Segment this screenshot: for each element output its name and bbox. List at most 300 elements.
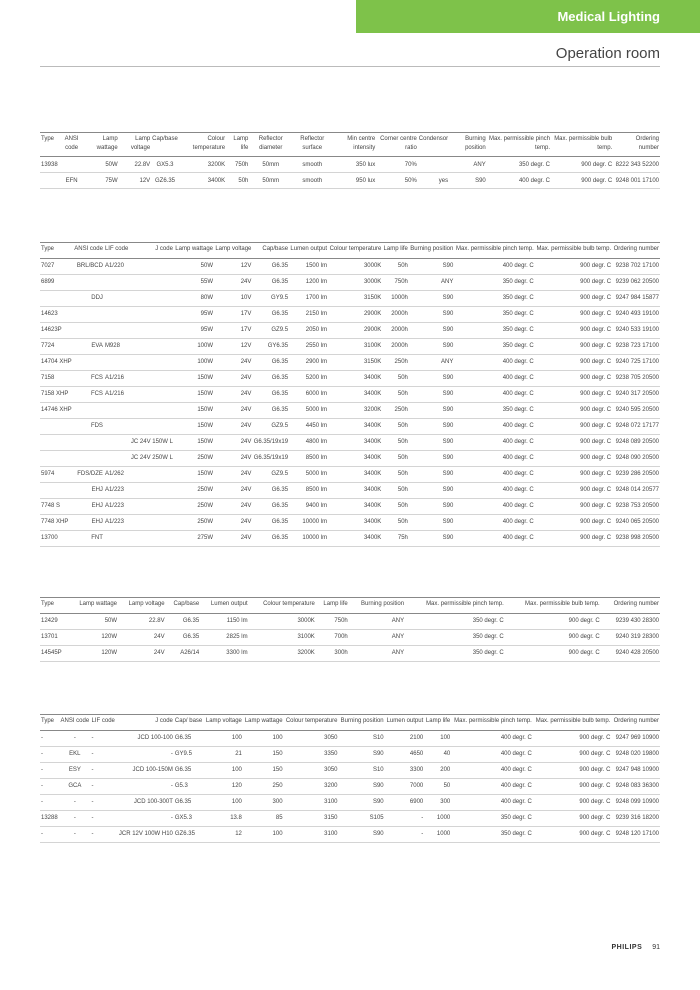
- table-cell: 900 degr. C: [535, 498, 612, 514]
- column-header: Lamp voltage: [204, 715, 243, 731]
- table-cell: 7724: [40, 338, 73, 354]
- table-cell: S90: [409, 450, 454, 466]
- table-cell: 150W: [174, 386, 214, 402]
- table-cell: 3150: [284, 810, 339, 826]
- table-row: [40, 826, 660, 842]
- table-cell: EHJ: [73, 514, 104, 530]
- table-cell: 24V: [214, 386, 252, 402]
- table-cell: 400 degr. C: [487, 173, 551, 189]
- table-cell: smooth: [292, 173, 332, 189]
- table-cell: 50h: [382, 386, 409, 402]
- table-cell: [73, 322, 104, 338]
- table-cell: 1500 lm: [289, 258, 328, 274]
- table-cell: 9248 072 17177: [612, 418, 660, 434]
- table-cell: ANY: [409, 274, 454, 290]
- table-cell: 400 degr. C: [454, 530, 534, 546]
- column-header: Colour temperature: [179, 133, 226, 157]
- table-cell: G6.35: [174, 794, 204, 810]
- table-cell: G5.3: [174, 778, 204, 794]
- table-cell: 5000 lm: [289, 466, 328, 482]
- table-cell: 13700: [40, 530, 73, 546]
- table-cell: 3000K: [328, 258, 382, 274]
- table-cell: 9240 533 19100: [612, 322, 660, 338]
- column-header: Lamp life: [424, 715, 451, 731]
- table-cell: 100: [204, 730, 243, 746]
- table-cell: 22.8V: [118, 613, 166, 629]
- table-cell: 5000 lm: [289, 402, 328, 418]
- table-cell: [130, 386, 174, 402]
- table-row: [40, 746, 660, 762]
- table-row: [40, 514, 660, 530]
- table-cell: G6.35: [252, 258, 289, 274]
- table-cell: JC 24V 250W L: [130, 450, 174, 466]
- table-cell: 24V: [214, 402, 252, 418]
- table-cell: 14545P: [40, 645, 68, 661]
- table-cell: 9248 099 10900: [611, 794, 660, 810]
- table-cell: 750h: [316, 613, 349, 629]
- table-cell: 900 degr. C: [535, 290, 612, 306]
- table-cell: 50W: [174, 258, 214, 274]
- table-cell: 100: [204, 794, 243, 810]
- column-header: J code: [130, 243, 174, 259]
- table-cell: 250W: [174, 514, 214, 530]
- table-cell: 9400 lm: [289, 498, 328, 514]
- table-cell: S90: [409, 466, 454, 482]
- table-cell: 9248 089 20500: [612, 434, 660, 450]
- table-cell: 300h: [316, 645, 349, 661]
- table-cell: 50h: [382, 514, 409, 530]
- table-row: [40, 645, 660, 661]
- table-cell: S90: [409, 290, 454, 306]
- table-cell: 12429: [40, 613, 68, 629]
- table-row: [40, 810, 660, 826]
- table-cell: 3100: [284, 794, 339, 810]
- table-cell: [130, 354, 174, 370]
- column-header: Burning position: [449, 133, 487, 157]
- page-number: 91: [652, 944, 660, 951]
- section-title: Medical Lighting: [557, 9, 660, 24]
- table-cell: 4650: [385, 746, 425, 762]
- spec-table-3: [40, 597, 660, 662]
- column-header: J code: [117, 715, 174, 731]
- table-cell: ANY: [449, 157, 487, 173]
- brand-logo: PHILIPS: [611, 944, 643, 951]
- table-cell: JCD 100-300T: [117, 794, 174, 810]
- table-cell: 50W: [85, 157, 119, 173]
- table-cell: 2050 lm: [289, 322, 328, 338]
- table-cell: 120W: [68, 629, 118, 645]
- column-header: Max. permissible pinch temp.: [451, 715, 533, 731]
- table-cell: [130, 290, 174, 306]
- table-cell: 24V: [214, 498, 252, 514]
- table-cell: 3300: [385, 762, 425, 778]
- column-header: Max. permissible pinch temp.: [454, 243, 534, 259]
- table-cell: 900 degr. C: [551, 157, 613, 173]
- column-header: Type: [40, 243, 73, 259]
- table-cell: 9248 020 19800: [611, 746, 660, 762]
- table-cell: 7158 XHP: [40, 386, 73, 402]
- column-header: Condensor: [418, 133, 449, 157]
- table-cell: 250W: [174, 498, 214, 514]
- table-cell: 8222 343 52200: [613, 157, 660, 173]
- table-cell: 400 degr. C: [454, 418, 534, 434]
- table-cell: [104, 434, 130, 450]
- table-cell: 900 degr. C: [535, 482, 612, 498]
- table-cell: -: [385, 810, 425, 826]
- table-cell: 900 degr. C: [505, 645, 601, 661]
- table-cell: 150W: [174, 466, 214, 482]
- table-cell: 100: [424, 730, 451, 746]
- table-cell: 700h: [316, 629, 349, 645]
- table-cell: 150W: [174, 370, 214, 386]
- table-cell: 3200K: [328, 402, 382, 418]
- table-cell: 50: [424, 778, 451, 794]
- column-header: Corner centre ratio: [376, 133, 418, 157]
- table-cell: A26/14: [166, 645, 201, 661]
- table-cell: -: [40, 778, 59, 794]
- table-cell: -: [40, 794, 59, 810]
- table-row: [40, 434, 660, 450]
- table-cell: GZ9.5: [252, 322, 289, 338]
- table-cell: EVA: [73, 338, 104, 354]
- table-cell: 350 degr. C: [454, 274, 534, 290]
- table-cell: G6.35: [252, 498, 289, 514]
- table-cell: 24V: [214, 418, 252, 434]
- table-cell: G6.35: [252, 370, 289, 386]
- table-cell: 40: [424, 746, 451, 762]
- table-cell: 9238 998 20500: [612, 530, 660, 546]
- table-cell: 400 degr. C: [454, 450, 534, 466]
- table-cell: GY9.5: [252, 290, 289, 306]
- table-cell: 3150K: [328, 354, 382, 370]
- table-cell: 17V: [214, 306, 252, 322]
- table-cell: 9248 014 20577: [612, 482, 660, 498]
- table-cell: 24V: [214, 370, 252, 386]
- table-cell: 55W: [174, 274, 214, 290]
- column-header: Colour temperature: [284, 715, 339, 731]
- table-row: [40, 418, 660, 434]
- table-cell: 9240 065 20500: [612, 514, 660, 530]
- table-cell: S10: [339, 730, 385, 746]
- table-cell: 900 degr. C: [535, 418, 612, 434]
- table-cell: 10V: [214, 290, 252, 306]
- table-cell: 2900K: [328, 322, 382, 338]
- column-header: Type: [40, 715, 59, 731]
- column-header: Max. permissible bulb temp.: [535, 243, 612, 259]
- table-cell: S90: [409, 402, 454, 418]
- table-cell: 350 degr. C: [451, 826, 533, 842]
- table-cell: 250: [243, 778, 284, 794]
- table-cell: 900 degr. C: [551, 173, 613, 189]
- table-cell: 24V: [214, 434, 252, 450]
- table-cell: 275W: [174, 530, 214, 546]
- table-cell: 900 degr. C: [533, 762, 612, 778]
- table-cell: 9248 090 20500: [612, 450, 660, 466]
- table-cell: -: [40, 826, 59, 842]
- column-header: Lamp voltage: [214, 243, 252, 259]
- table-cell: 13938: [40, 157, 59, 173]
- table-cell: 50%: [376, 173, 418, 189]
- table-cell: G6.35: [252, 402, 289, 418]
- table-cell: FCS: [73, 370, 104, 386]
- table-cell: G6.35: [252, 354, 289, 370]
- column-header: Lamp wattage: [174, 243, 214, 259]
- column-header: Max. permissible pinch temp.: [487, 133, 551, 157]
- table-cell: 2000h: [382, 338, 409, 354]
- column-header: Max. permissible bulb temp.: [533, 715, 612, 731]
- table-cell: 12V: [119, 173, 152, 189]
- table-cell: -: [91, 794, 117, 810]
- table-cell: G6.35: [166, 613, 201, 629]
- table-cell: [73, 402, 104, 418]
- table-cell: ANY: [349, 629, 405, 645]
- table-cell: 400 degr. C: [451, 778, 533, 794]
- table-row: [40, 794, 660, 810]
- table-cell: 6000 lm: [289, 386, 328, 402]
- table-cell: 350 degr. C: [405, 629, 505, 645]
- table-cell: [130, 370, 174, 386]
- column-header: Colour temperature: [328, 243, 382, 259]
- table-cell: 3400K: [328, 498, 382, 514]
- table-cell: S90: [409, 386, 454, 402]
- table-cell: 3400K: [179, 173, 226, 189]
- table-cell: 150W: [174, 402, 214, 418]
- table-cell: -: [385, 826, 425, 842]
- table-cell: GX5.3: [174, 810, 204, 826]
- table-cell: S90: [409, 338, 454, 354]
- column-header: Lamp life: [382, 243, 409, 259]
- table-cell: 900 degr. C: [535, 514, 612, 530]
- table-cell: -: [59, 826, 90, 842]
- table-cell: [130, 274, 174, 290]
- table-cell: 24V: [118, 645, 166, 661]
- table-cell: S90: [409, 530, 454, 546]
- table-cell: 900 degr. C: [533, 746, 612, 762]
- table-cell: 7748 XHP: [40, 514, 73, 530]
- table-cell: 24V: [214, 514, 252, 530]
- table-cell: -: [91, 730, 117, 746]
- table-cell: 150: [243, 746, 284, 762]
- table-cell: 50h: [382, 258, 409, 274]
- table-cell: FDS: [73, 418, 104, 434]
- spec-table-1: [40, 132, 660, 189]
- table-cell: 400 degr. C: [454, 514, 534, 530]
- table-cell: 9239 430 28300: [601, 613, 660, 629]
- table-cell: [130, 322, 174, 338]
- column-header: Ordering number: [612, 243, 660, 259]
- table-cell: [104, 450, 130, 466]
- table-cell: 12: [204, 826, 243, 842]
- table-row: [40, 173, 660, 189]
- table-cell: 24V: [214, 274, 252, 290]
- spec-table-2: [40, 242, 660, 547]
- spec-table-4: [40, 714, 660, 843]
- table-cell: 3100K: [249, 629, 316, 645]
- table-cell: -: [40, 746, 59, 762]
- table-cell: 2000h: [382, 306, 409, 322]
- column-header: LIF code: [104, 243, 130, 259]
- table-cell: 9240 725 17100: [612, 354, 660, 370]
- table-row: [40, 322, 660, 338]
- table-cell: [130, 258, 174, 274]
- table-cell: 900 degr. C: [535, 274, 612, 290]
- table-cell: -: [59, 810, 90, 826]
- table-row: [40, 530, 660, 546]
- table-cell: 350 lux: [332, 157, 376, 173]
- column-header: Lamp wattage: [85, 133, 119, 157]
- table-cell: -: [40, 730, 59, 746]
- table-cell: BRL/BCD: [73, 258, 104, 274]
- table-cell: 900 degr. C: [533, 730, 612, 746]
- table-cell: -: [91, 826, 117, 842]
- table-cell: 9238 705 20500: [612, 370, 660, 386]
- column-header: Type: [40, 133, 59, 157]
- table-cell: 3400K: [328, 514, 382, 530]
- table-cell: 3400K: [328, 434, 382, 450]
- table-cell: 1200 lm: [289, 274, 328, 290]
- table-cell: 2150 lm: [289, 306, 328, 322]
- table-cell: [40, 290, 73, 306]
- table-cell: 95W: [174, 322, 214, 338]
- table-cell: 3400K: [328, 370, 382, 386]
- table-cell: GX5.3: [151, 157, 179, 173]
- table-header-row: [40, 133, 660, 157]
- table-cell: 9238 723 17100: [612, 338, 660, 354]
- table-cell: 24V: [214, 466, 252, 482]
- table-cell: 900 degr. C: [535, 434, 612, 450]
- table-cell: 300: [424, 794, 451, 810]
- table-cell: 12V: [214, 258, 252, 274]
- table-cell: 8500 lm: [289, 450, 328, 466]
- table-cell: 9240 595 20500: [612, 402, 660, 418]
- table-cell: 2825 lm: [200, 629, 248, 645]
- table-cell: 9248 001 17100: [613, 173, 660, 189]
- table-cell: S90: [409, 418, 454, 434]
- table-cell: -: [91, 778, 117, 794]
- table-cell: S105: [339, 810, 385, 826]
- table-cell: [130, 514, 174, 530]
- column-header: Cap/base: [166, 598, 201, 614]
- table-row: [40, 354, 660, 370]
- table-cell: [104, 290, 130, 306]
- table-cell: 900 degr. C: [535, 322, 612, 338]
- table-row: [40, 386, 660, 402]
- table-cell: 50h: [382, 434, 409, 450]
- table-cell: 9239 062 20500: [612, 274, 660, 290]
- table-cell: 350 degr. C: [454, 306, 534, 322]
- table-cell: 9240 317 20500: [612, 386, 660, 402]
- table-cell: 3200K: [179, 157, 226, 173]
- table-cell: -: [40, 762, 59, 778]
- table-cell: DDJ: [73, 290, 104, 306]
- table-cell: 12V: [214, 338, 252, 354]
- table-cell: 3100K: [328, 338, 382, 354]
- table-cell: 9248 120 17100: [611, 826, 660, 842]
- table-cell: [418, 157, 449, 173]
- table-cell: [73, 434, 104, 450]
- table-cell: A1/223: [104, 498, 130, 514]
- table-cell: 2900K: [328, 306, 382, 322]
- table-cell: 900 degr. C: [535, 450, 612, 466]
- table-cell: 400 degr. C: [454, 258, 534, 274]
- table-cell: 3000K: [328, 274, 382, 290]
- table-cell: ANY: [349, 645, 405, 661]
- column-header: Reflector diameter: [249, 133, 292, 157]
- table-cell: A1/262: [104, 466, 130, 482]
- table-cell: 3050: [284, 730, 339, 746]
- column-header: Burning position: [409, 243, 454, 259]
- column-header: Reflector surface: [292, 133, 332, 157]
- table-cell: 50h: [226, 173, 249, 189]
- table-cell: 100: [243, 730, 284, 746]
- table-cell: G6.35: [174, 762, 204, 778]
- table-cell: EFN: [59, 173, 85, 189]
- table-cell: 50h: [382, 466, 409, 482]
- table-cell: 120: [204, 778, 243, 794]
- table-cell: S90: [339, 794, 385, 810]
- table-cell: ANY: [409, 354, 454, 370]
- table-cell: [130, 306, 174, 322]
- table-cell: 950 lux: [332, 173, 376, 189]
- column-header: Lamp life: [226, 133, 249, 157]
- table-cell: 300: [243, 794, 284, 810]
- table-cell: 2900 lm: [289, 354, 328, 370]
- column-header: Type: [40, 598, 68, 614]
- table-cell: 1000: [424, 826, 451, 842]
- table-header-row: [40, 243, 660, 259]
- table-cell: 900 degr. C: [533, 826, 612, 842]
- table-cell: 24V: [214, 450, 252, 466]
- table-cell: 200: [424, 762, 451, 778]
- table-cell: G6.35: [252, 514, 289, 530]
- table-cell: [104, 354, 130, 370]
- table-cell: 400 degr. C: [454, 498, 534, 514]
- table-cell: 400 degr. C: [454, 370, 534, 386]
- table-cell: M928: [104, 338, 130, 354]
- table-cell: 400 degr. C: [454, 386, 534, 402]
- table-cell: 900 degr. C: [535, 258, 612, 274]
- table-cell: 100: [243, 826, 284, 842]
- table-cell: 50W: [68, 613, 118, 629]
- table-cell: 900 degr. C: [535, 354, 612, 370]
- table-row: [40, 450, 660, 466]
- table-cell: 50h: [382, 482, 409, 498]
- table-cell: 10000 lm: [289, 530, 328, 546]
- column-header: Ordering number: [601, 598, 660, 614]
- table-cell: 50mm: [249, 173, 292, 189]
- table-cell: 1150 lm: [200, 613, 248, 629]
- table-cell: 250W: [174, 450, 214, 466]
- table-cell: 3150K: [328, 290, 382, 306]
- table-cell: 4450 lm: [289, 418, 328, 434]
- table-cell: 1700 lm: [289, 290, 328, 306]
- table-cell: GZ6.35: [151, 173, 179, 189]
- table-cell: 400 degr. C: [451, 794, 533, 810]
- table-cell: 400 degr. C: [454, 434, 534, 450]
- table-cell: 2000h: [382, 322, 409, 338]
- column-header: ANSI code: [73, 243, 104, 259]
- table-cell: 750h: [382, 274, 409, 290]
- column-header: ANSI code: [59, 133, 85, 157]
- column-header: Lamp life: [316, 598, 349, 614]
- table-cell: 9239 286 20500: [612, 466, 660, 482]
- table-cell: -: [117, 778, 174, 794]
- table-cell: 250h: [382, 354, 409, 370]
- table-cell: 400 degr. C: [454, 354, 534, 370]
- table-cell: 9248 083 36300: [611, 778, 660, 794]
- table-cell: 50mm: [249, 157, 292, 173]
- table-cell: 85: [243, 810, 284, 826]
